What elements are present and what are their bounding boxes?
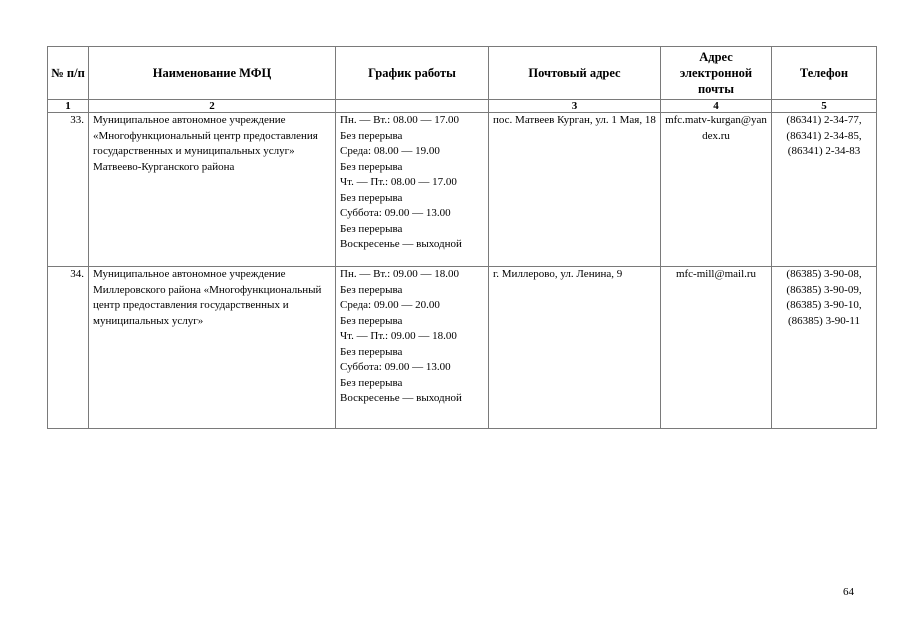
- email-address: mfc-mill@mail.ru: [661, 267, 772, 429]
- row-number: 34.: [48, 267, 89, 429]
- schedule-line: Воскресенье — выходной: [340, 238, 462, 250]
- column-number: 2: [89, 100, 336, 113]
- header-address: Почтовый адрес: [489, 47, 661, 100]
- schedule-line: Без перерыва: [340, 160, 403, 173]
- phone-numbers: [772, 113, 877, 267]
- phone-line: (86385) 3-90-10,: [786, 299, 862, 311]
- column-number: 1: [48, 100, 89, 113]
- mfc-table: [47, 46, 877, 429]
- column-number: 3: [489, 100, 661, 113]
- column-number: 4: [661, 100, 772, 113]
- schedule-line: Среда: 08.00 — 19.00: [340, 145, 440, 157]
- header-name: Наименование МФЦ: [89, 47, 336, 100]
- column-number: 5: [772, 100, 877, 113]
- header-email: Адрес электронной почты: [661, 47, 772, 100]
- phone-line: (86341) 2-34-77,: [786, 114, 862, 126]
- work-schedule: [336, 113, 489, 267]
- email-address: mfc.matv-kurgan@yandex.ru: [661, 113, 772, 267]
- column-number: [336, 100, 489, 113]
- table-row: [48, 113, 877, 267]
- phone-line: (86341) 2-34-83: [787, 145, 861, 157]
- mfc-name: Муниципальное автономное учреждение «Многофункциональный центр предоставления государственных и муниципальных услуг» Матвеево-Курганского района: [89, 113, 336, 267]
- work-schedule: [336, 267, 489, 429]
- schedule-line: Без перерыва: [340, 222, 403, 235]
- mfc-name: Муниципальное автономное учреждение Миллеровского района «Многофункциональный центр предоставления государственных и муниципальных услуг»: [89, 267, 336, 429]
- postal-address: г. Миллерово, ул. Ленина, 9: [489, 267, 661, 429]
- schedule-line: Чт. — Пт.: 08.00 — 17.00: [340, 176, 457, 188]
- schedule-line: Чт. — Пт.: 09.00 — 18.00: [340, 330, 457, 342]
- schedule-line: Воскресенье — выходной: [340, 392, 462, 404]
- column-number-row: [48, 100, 877, 113]
- header-schedule: График работы: [336, 47, 489, 100]
- page-number: 64: [843, 586, 854, 598]
- schedule-line: Без перерыва: [340, 129, 403, 142]
- row-number: 33.: [48, 113, 89, 267]
- schedule-line: Среда: 09.00 — 20.00: [340, 299, 440, 311]
- schedule-line: Без перерыва: [340, 314, 403, 327]
- phone-numbers: [772, 267, 877, 429]
- header-number: № п/п: [48, 47, 89, 100]
- phone-line: (86385) 3-90-08,: [786, 268, 862, 280]
- schedule-line: Пн. — Вт.: 08.00 — 17.00: [340, 114, 459, 126]
- header-row: [48, 47, 877, 100]
- schedule-line: Без перерыва: [340, 191, 403, 204]
- postal-address: пос. Матвеев Курган, ул. 1 Мая, 18: [489, 113, 661, 267]
- schedule-line: Пн. — Вт.: 09.00 — 18.00: [340, 268, 459, 280]
- schedule-line: Без перерыва: [340, 376, 403, 389]
- phone-line: (86385) 3-90-11: [788, 314, 860, 327]
- schedule-line: Суббота: 09.00 — 13.00: [340, 361, 451, 373]
- schedule-line: Без перерыва: [340, 283, 403, 296]
- header-phone: Телефон: [772, 47, 877, 100]
- schedule-line: Суббота: 09.00 — 13.00: [340, 207, 451, 219]
- schedule-line: Без перерыва: [340, 345, 403, 358]
- table-row: [48, 267, 877, 429]
- phone-line: (86341) 2-34-85,: [786, 129, 862, 142]
- phone-line: (86385) 3-90-09,: [786, 283, 862, 296]
